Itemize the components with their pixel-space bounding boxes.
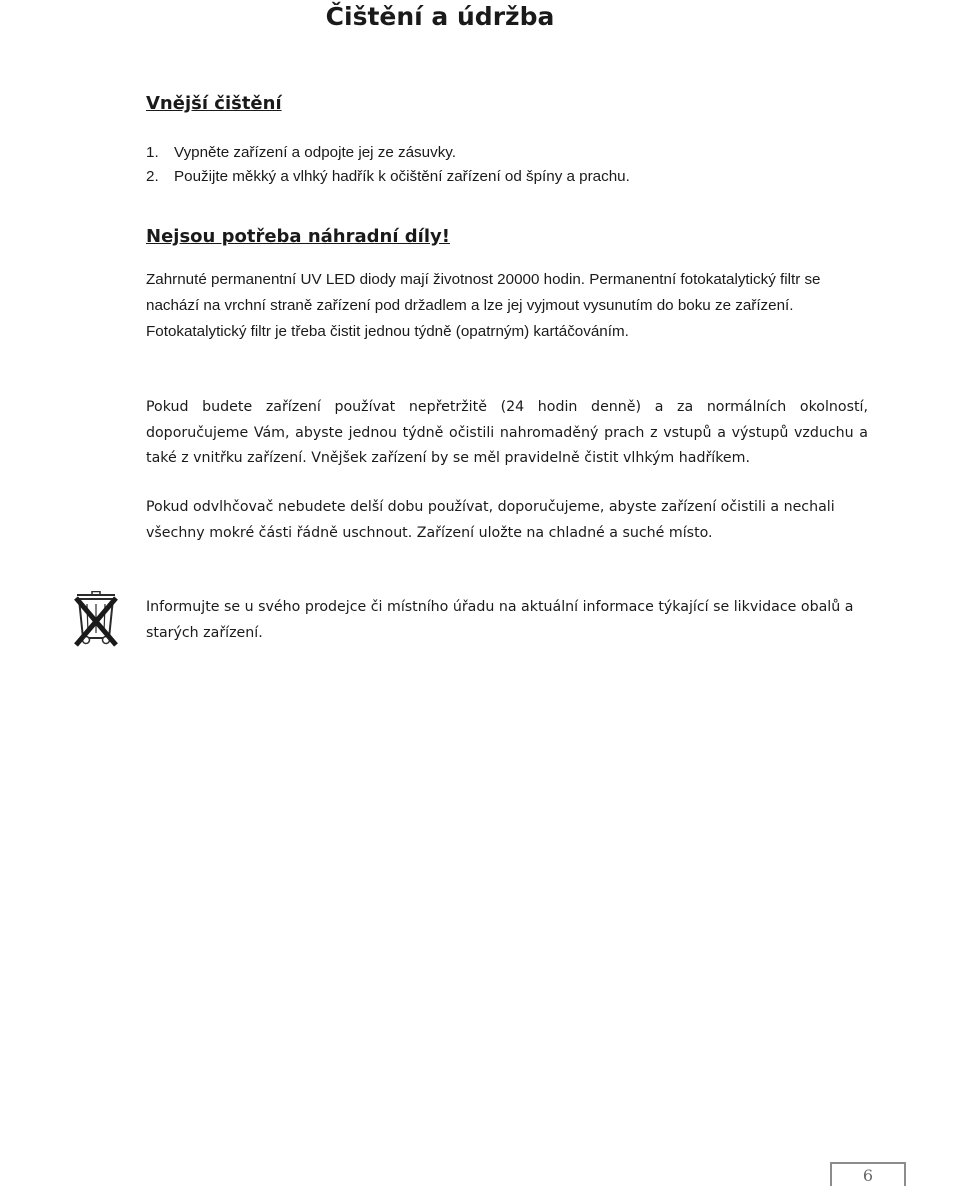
crossed-out-wheelie-bin-icon [74,591,118,647]
spare-parts-paragraph: Zahrnuté permanentní UV LED diody mají životnost 20000 hodin. Permanentní fotokatalytický filtr se nachází na vrchní straně zařízení pod držadlem a lze jej vyjmout vysunutím do boku ze zařízení. Fotokatalytický filtr je třeba čistit jednou týdně (opatrným) kartáčováním. [146,271,821,340]
step-text: Použijte měkký a vlhký hadřík k očištění zařízení od špíny a prachu. [174,168,630,185]
page-title: Čištění a údržba [325,2,555,31]
spare-parts-heading: Nejsou potřeba náhradní díly! [146,226,450,247]
external-cleaning-steps [146,141,630,189]
disposal-paragraph: Informujte se u svého prodejce či místního úřadu na aktuální informace týkající se likvidace obalů a starých zařízení. [146,599,854,641]
page-number: 6 [862,1166,874,1185]
step-item [146,165,630,189]
storage-paragraph: Pokud odvlhčovač nebudete delší dobu používat, doporučujeme, abyste zařízení očistili a nechali všechny mokré části řádně uschnout. Zařízení uložte na chladné a suché místo. [146,499,835,541]
step-number: 2. [146,168,159,185]
step-text: Vypněte zařízení a odpojte jej ze zásuvky. [174,144,456,161]
step-item [146,141,630,165]
external-cleaning-heading: Vnější čištění [146,93,282,114]
continuous-use-paragraph: Pokud budete zařízení používat nepřetržitě (24 hodin denně) a za normálních okolností, doporučujeme Vám, abyste jednou týdně očistili nahromaděný prach z vstupů a výstupů vzduchu a také z vnitřku zařízení. Vnějšek zařízení by se měl pravidelně čistit vlhkým hadříkem. [146,399,868,466]
page-number-box [830,1162,906,1186]
step-number: 1. [146,144,159,161]
